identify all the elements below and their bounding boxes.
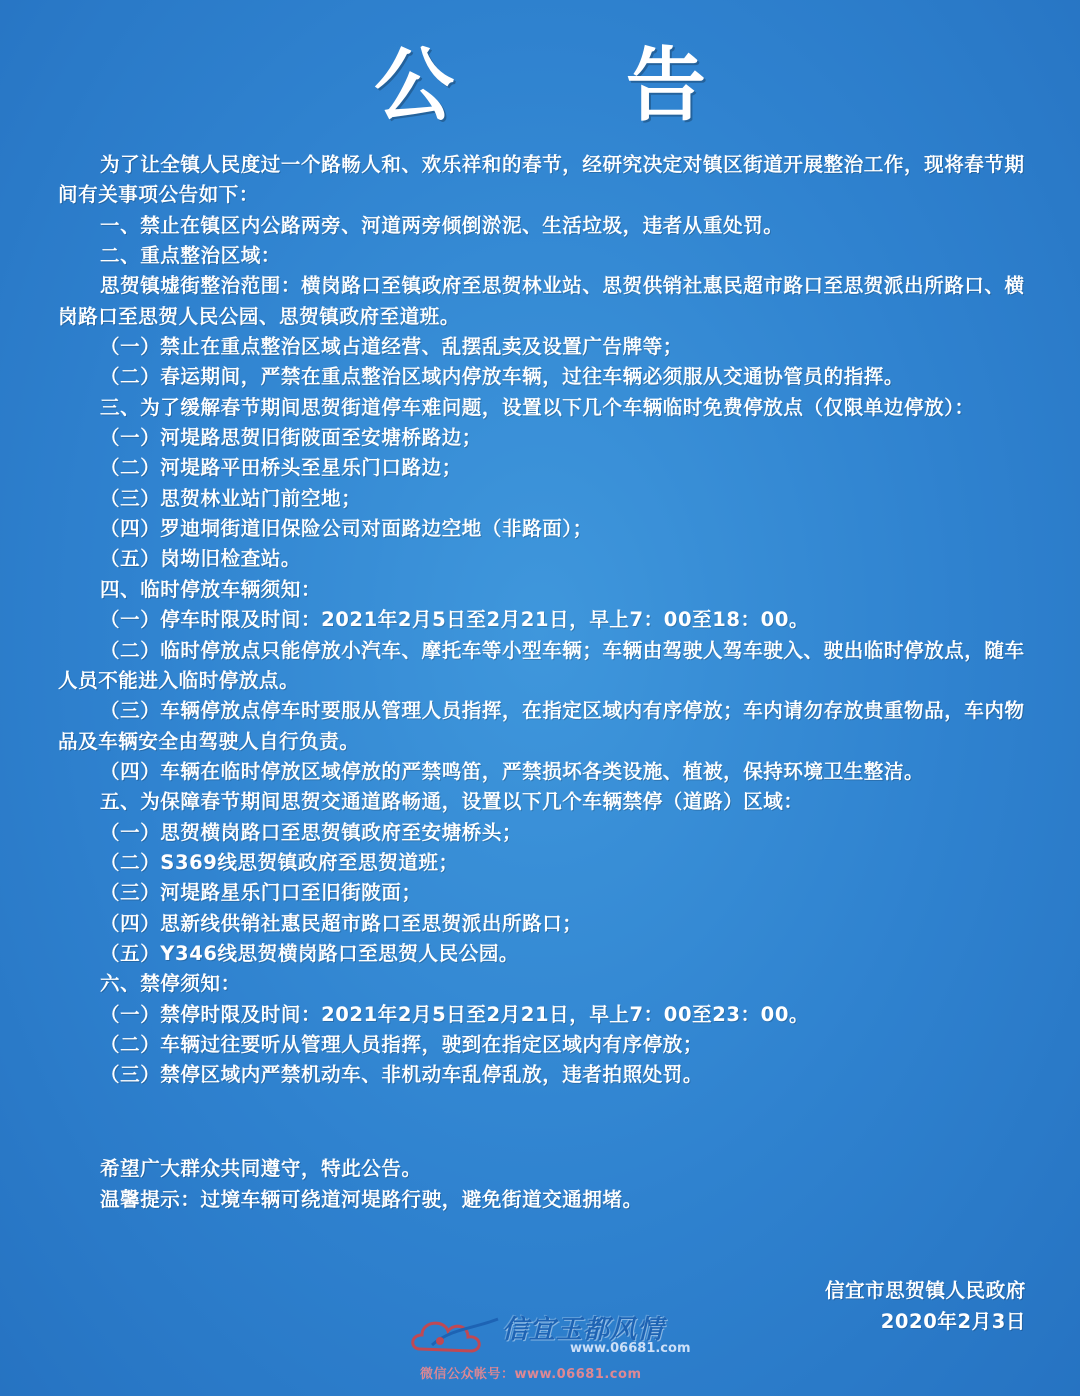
section-5-heading: 五、为保障春节期间思贺交通道路畅通，设置以下几个车辆禁停（道路）区域： [100,790,804,814]
parking-rule-1: （一）停车时限及时间：2021年2月5日至2月21日，早上7：00至18：00。 [100,608,810,632]
parking-point-3: （三）思贺林业站门前空地； [100,486,362,510]
notice-title: 公 告 [374,39,778,132]
section-3-heading: 三、为了缓解春节期间思贺街道停车难问题，设置以下几个车辆临时免费停放点（仅限单边停放）： [100,395,975,419]
no-parking-zone-1: （一）思贺横岗路口至思贺镇政府至安塘桥头； [100,820,523,844]
no-parking-zone-5: （五）Y346线思贺横岗路口至思贺人民公园。 [100,941,520,965]
issue-date: 2020年2月3日 [880,1309,1026,1333]
section-2-rule-1: （一）禁止在重点整治区域占道经营、乱摆乱卖及设置广告牌等； [100,335,683,359]
parking-point-2: （二）河堤路平田桥头至星乐门口路边； [100,456,462,480]
no-parking-rule-1: （一）禁停时限及时间：2021年2月5日至2月21日，早上7：00至23：00。 [100,1002,810,1026]
section-2-scope: 思贺镇墟街整治范围：横岗路口至镇政府至思贺林业站、思贺供销社惠民超市路口至思贺派出所路口、横岗路口至思贺人民公园、思贺镇政府至道班。 [58,274,1025,328]
parking-rule-2: （二）临时停放点只能停放小汽车、摩托车等小型车辆；车辆由驾驶人驾车驶入、驶出临时停放点，随车人员不能进入临时停放点。 [58,638,1025,692]
watermark-url: www.06681.com [570,1341,691,1356]
closing-line: 希望广大群众共同遵守，特此公告。 [100,1157,422,1180]
no-parking-rule-2: （二）车辆过往要听从管理人员指挥，驶到在指定区域内有序停放； [100,1032,704,1056]
parking-rule-4: （四）车辆在临时停放区域停放的严禁鸣笛，严禁损坏各类设施、植被，保持环境卫生整洁。 [100,759,925,783]
watermark [410,1305,710,1385]
cloud-logo-icon [410,1311,502,1361]
parking-point-4: （四）罗迪垌街道旧保险公司对面路边空地（非路面）； [100,517,593,541]
no-parking-zone-3: （三）河堤路星乐门口至旧街陂面； [100,881,422,905]
item-1-ban-dumping: 一、禁止在镇区内公路两旁、河道两旁倾倒淤泥、生活垃圾，违者从重处罚。 [100,213,784,237]
no-parking-zone-4: （四）思新线供销社惠民超市路口至思贺派出所路口； [100,911,583,935]
no-parking-zone-2: （二）S369线思贺镇政府至思贺道班； [100,850,459,874]
section-2-heading: 二、重点整治区域： [100,244,281,268]
notice-body [58,150,1028,1091]
parking-rule-3: （三）车辆停放点停车时要服从管理人员指挥，在指定区域内有序停放；车内请勿存放贵重物品，车内物品及车辆安全由驾驶人自行负责。 [58,699,1025,753]
closing-block [58,1154,1028,1215]
section-6-heading: 六、禁停须知： [100,972,241,996]
no-parking-rule-3: （三）禁停区域内严禁机动车、非机动车乱停乱放，违者拍照处罚。 [100,1063,704,1087]
section-2-rule-2: （二）春运期间，严禁在重点整治区域内停放车辆，过往车辆必须服从交通协管员的指挥。 [100,365,905,389]
travel-tip: 温馨提示：过境车辆可绕道河堤路行驶，避免街道交通拥堵。 [100,1187,643,1211]
watermark-subline: 微信公众帐号：www.06681.com [420,1367,642,1382]
parking-point-5: （五）岗坳旧检查站。 [100,547,302,571]
signature-block [825,1276,1026,1337]
section-4-heading: 四、临时停放车辆须知： [100,577,322,601]
issuer-name: 信宜市思贺镇人民政府 [824,1279,1026,1302]
intro-paragraph: 为了让全镇人民度过一个路畅人和、欢乐祥和的春节，经研究决定对镇区街道开展整治工作，现将春节期间有关事项公告如下： [58,153,1025,207]
parking-point-1: （一）河堤路思贺旧街陂面至安塘桥路边； [100,426,482,450]
watermark-name: 信宜玉都风情 [502,1315,665,1345]
